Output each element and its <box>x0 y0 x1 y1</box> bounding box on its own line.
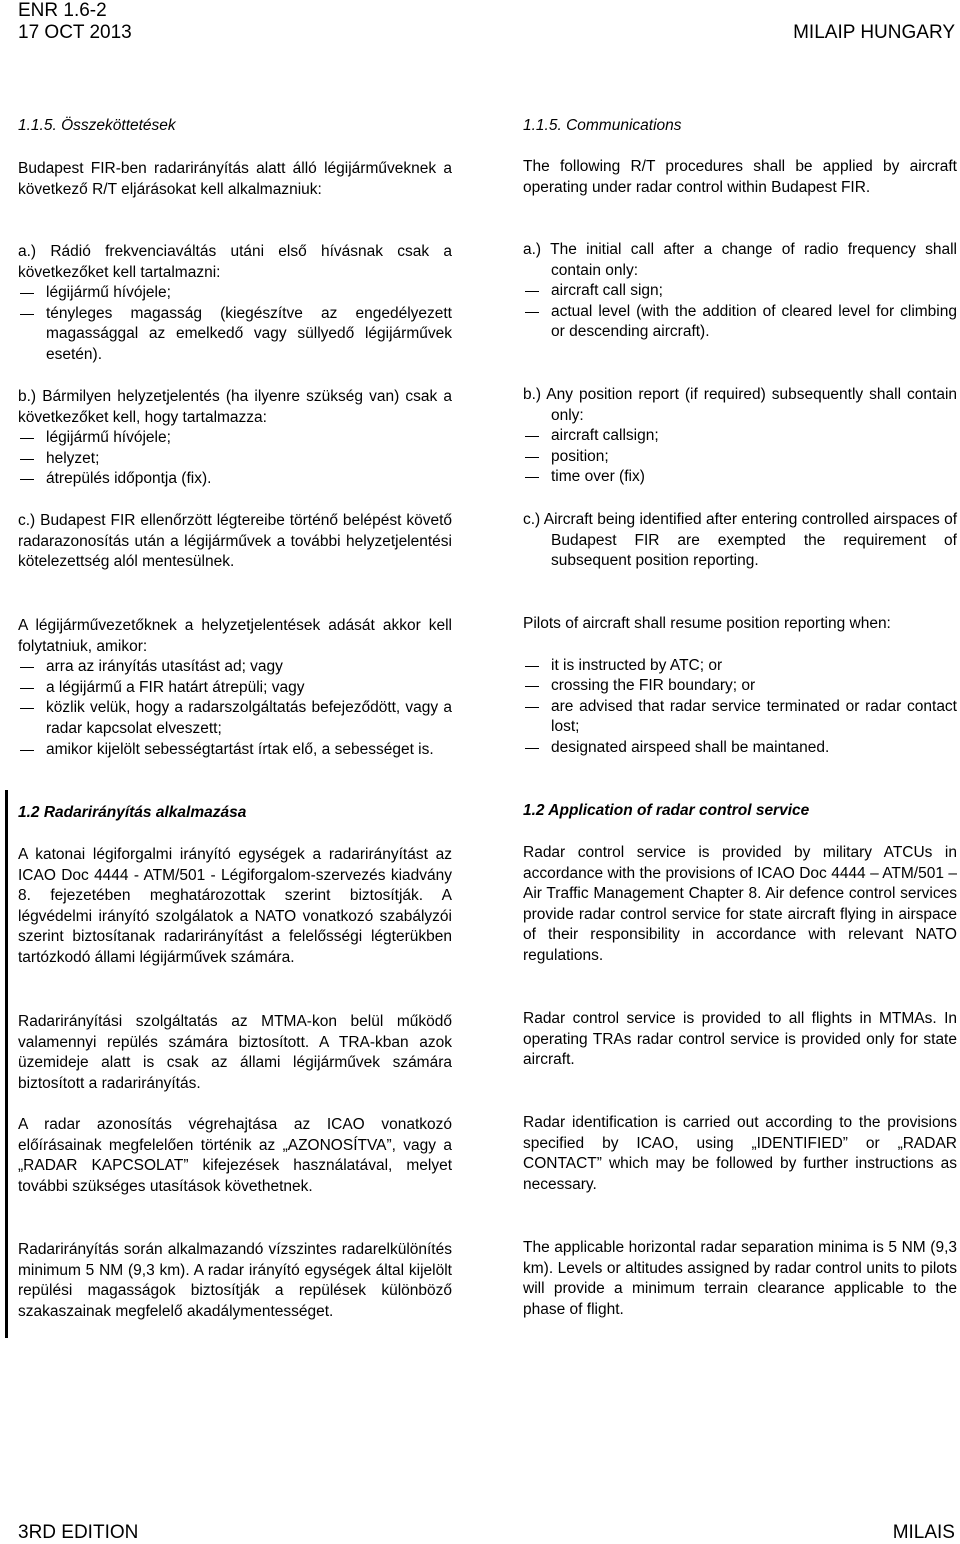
edition-label: 3RD EDITION <box>18 1522 139 1543</box>
list-item: közlik velük, hogy a radarszolgáltatás befejeződött, vagy a radar kapcsolat elveszett; <box>18 698 452 739</box>
list-item: a légijármű a FIR határt átrepüli; vagy <box>18 678 452 699</box>
item-a-label-en: a.) <box>523 241 542 258</box>
list-item: crossing the FIR boundary; or <box>523 676 957 697</box>
intro-paragraph-en: The following R/T procedures shall be applied by aircraft operating under radar control within Budapest FIR. <box>523 158 957 196</box>
list-item: aircraft call sign; <box>523 281 957 302</box>
effective-date: 17 OCT 2013 <box>18 22 132 43</box>
list-item: are advised that radar service terminated or radar contact lost; <box>523 697 957 738</box>
item-a-en <box>523 240 957 343</box>
list-item: aircraft callsign; <box>523 426 957 447</box>
resume-reporting-en <box>523 614 957 759</box>
item-c-hu: c.) Budapest FIR ellenőrzött légtereibe történő belépést követő radarazonosítás után a légijárművek a további helyzetjelentési kötelezettség alól mentesülnek. <box>18 512 452 571</box>
paragraph-en: Radar control service is provided to all flights in MTMAs. In operating TRAs radar control service is provided only for state aircraft. <box>523 1010 957 1069</box>
item-a-body-en: The initial call after a change of radio frequency shall contain only: <box>550 241 957 279</box>
list-item: amikor kijelölt sebességtartást írtak elő, a sebességet is. <box>18 740 452 761</box>
item-b-text-en <box>523 385 957 426</box>
item-c-label-en: c.) <box>523 511 541 528</box>
paragraph-en: Radar control service is provided by military ATCUs in accordance with the provisions of ICAO Doc 4444 – ATM/501 – Air Traffic Management Chapter 8. Air defence control services provide radar control service for state aircraft flying in airspace of their responsibility in accordance with relevant NATO regulations. <box>523 844 957 964</box>
list-item: átrepülés időpontja (fix). <box>18 469 452 490</box>
resume-text-hu: A légijárművezetőknek a helyzetjelentések adását akkor kell folytatniuk, amikor: <box>18 617 452 655</box>
list-item: position; <box>523 447 957 468</box>
item-b-text-hu: b.) Bármilyen helyzetjelentés (ha ilyenre szükség van) csak a következőket kell, hogy tartalmazza: <box>18 388 452 426</box>
section-1-2-title-en: 1.2 Application of radar control service <box>523 802 810 819</box>
list-item: time over (fix) <box>523 467 957 488</box>
list-item: designated airspeed shall be maintaned. <box>523 738 957 759</box>
resume-reporting-hu <box>18 616 452 760</box>
resume-text-en: Pilots of aircraft shall resume position reporting when: <box>523 615 891 632</box>
item-b-body-en: Any position report (if required) subsequently shall contain only: <box>546 386 958 424</box>
list-item: actual level (with the addition of cleared level for climbing or descending aircraft). <box>523 302 957 343</box>
document-code: ENR 1.6-2 <box>18 0 107 21</box>
publication-name: MILAIP HUNGARY <box>793 22 955 43</box>
section-title-hu: 1.1.5. Összeköttetések <box>18 117 176 134</box>
item-c-body-en: Aircraft being identified after entering controlled airspaces of Budapest FIR are exempted the requirement of subsequent position reporting. <box>543 511 957 570</box>
item-a-text-en <box>523 240 957 281</box>
item-b-label-en: b.) <box>523 386 542 403</box>
paragraph-en: Radar identification is carried out according to the provisions specified by ICAO, using „IDENTIFIED” or „RADAR CONTACT” which may be followed by further instructions as necessary. <box>523 1114 957 1193</box>
paragraph-hu: Radarirányítás során alkalmazandó vízszintes radarelkülönítés minimum 5 NM (9,3 km). A radar irányító egységek által kijelölt repülési magasságok biztosítják a repülések különböző szakaszainak megfelelő akadálymentességet. <box>18 1241 452 1320</box>
section-1-2-title-hu: 1.2 Radarirányítás alkalmazása <box>18 804 247 821</box>
change-bar <box>5 790 8 1338</box>
paragraph-hu: A radar azonosítás végrehajtása az ICAO vonatkozó előírásainak megfelelően történik az „AZONOSÍTVA”, vagy a „RADAR KAPCSOLAT” kifejezések használatával, melyet további szükséges utasítások követhetnek. <box>18 1116 452 1195</box>
item-a-hu <box>18 242 452 366</box>
list-item: tényleges magasság (kiegészítve az engedélyezett magassággal az emelkedő vagy süllyedő légijárművek esetén). <box>18 304 452 366</box>
list-item: légijármű hívójele; <box>18 428 452 449</box>
item-c-text-en <box>523 510 957 572</box>
item-b-en <box>523 385 957 488</box>
item-a-text-hu: a.) Rádió frekvenciaváltás utáni első hívásnak csak a következőket kell tartalmazni: <box>18 243 452 281</box>
intro-paragraph-hu: Budapest FIR-ben radarirányítás alatt álló légijárműveknek a következő R/T eljárásokat kell alkalmazniuk: <box>18 160 452 198</box>
paragraph-en: The applicable horizontal radar separation minima is 5 NM (9,3 km). Levels or altitudes assigned by radar control units to pilots will provide a minimum terrain clearance applicable to the phase of flight. <box>523 1239 957 1318</box>
list-item: légijármű hívójele; <box>18 283 452 304</box>
list-item: helyzet; <box>18 449 452 470</box>
section-title-en: 1.1.5. Communications <box>523 117 682 134</box>
item-b-hu <box>18 387 452 490</box>
agency-label: MILAIS <box>892 1522 955 1543</box>
paragraph-hu: Radarirányítási szolgáltatás az MTMA-kon belül működő valamennyi repülés számára biztosított. A TRA-kban azok üzemideje alatt is csak az állami légijárművek számára biztosított a radarirányítás. <box>18 1013 452 1092</box>
paragraph-hu: A katonai légiforgalmi irányító egységek a radarirányítást az ICAO Doc 4444 - ATM/501 - Légiforgalom-szervezés kiadvány 8. fejezetében meghatározottak szerint biztosítják. A légvédelmi irányító szolgálatok a NATO vonatkozó szabályzói szerint biztosítanak radarirányítást a felelősségi légterükben tartózkodó állami légijárművek számára. <box>18 846 452 966</box>
list-item: it is instructed by ATC; or <box>523 656 957 677</box>
list-item: arra az irányítás utasítást ad; vagy <box>18 657 452 678</box>
item-c-en <box>523 510 957 572</box>
